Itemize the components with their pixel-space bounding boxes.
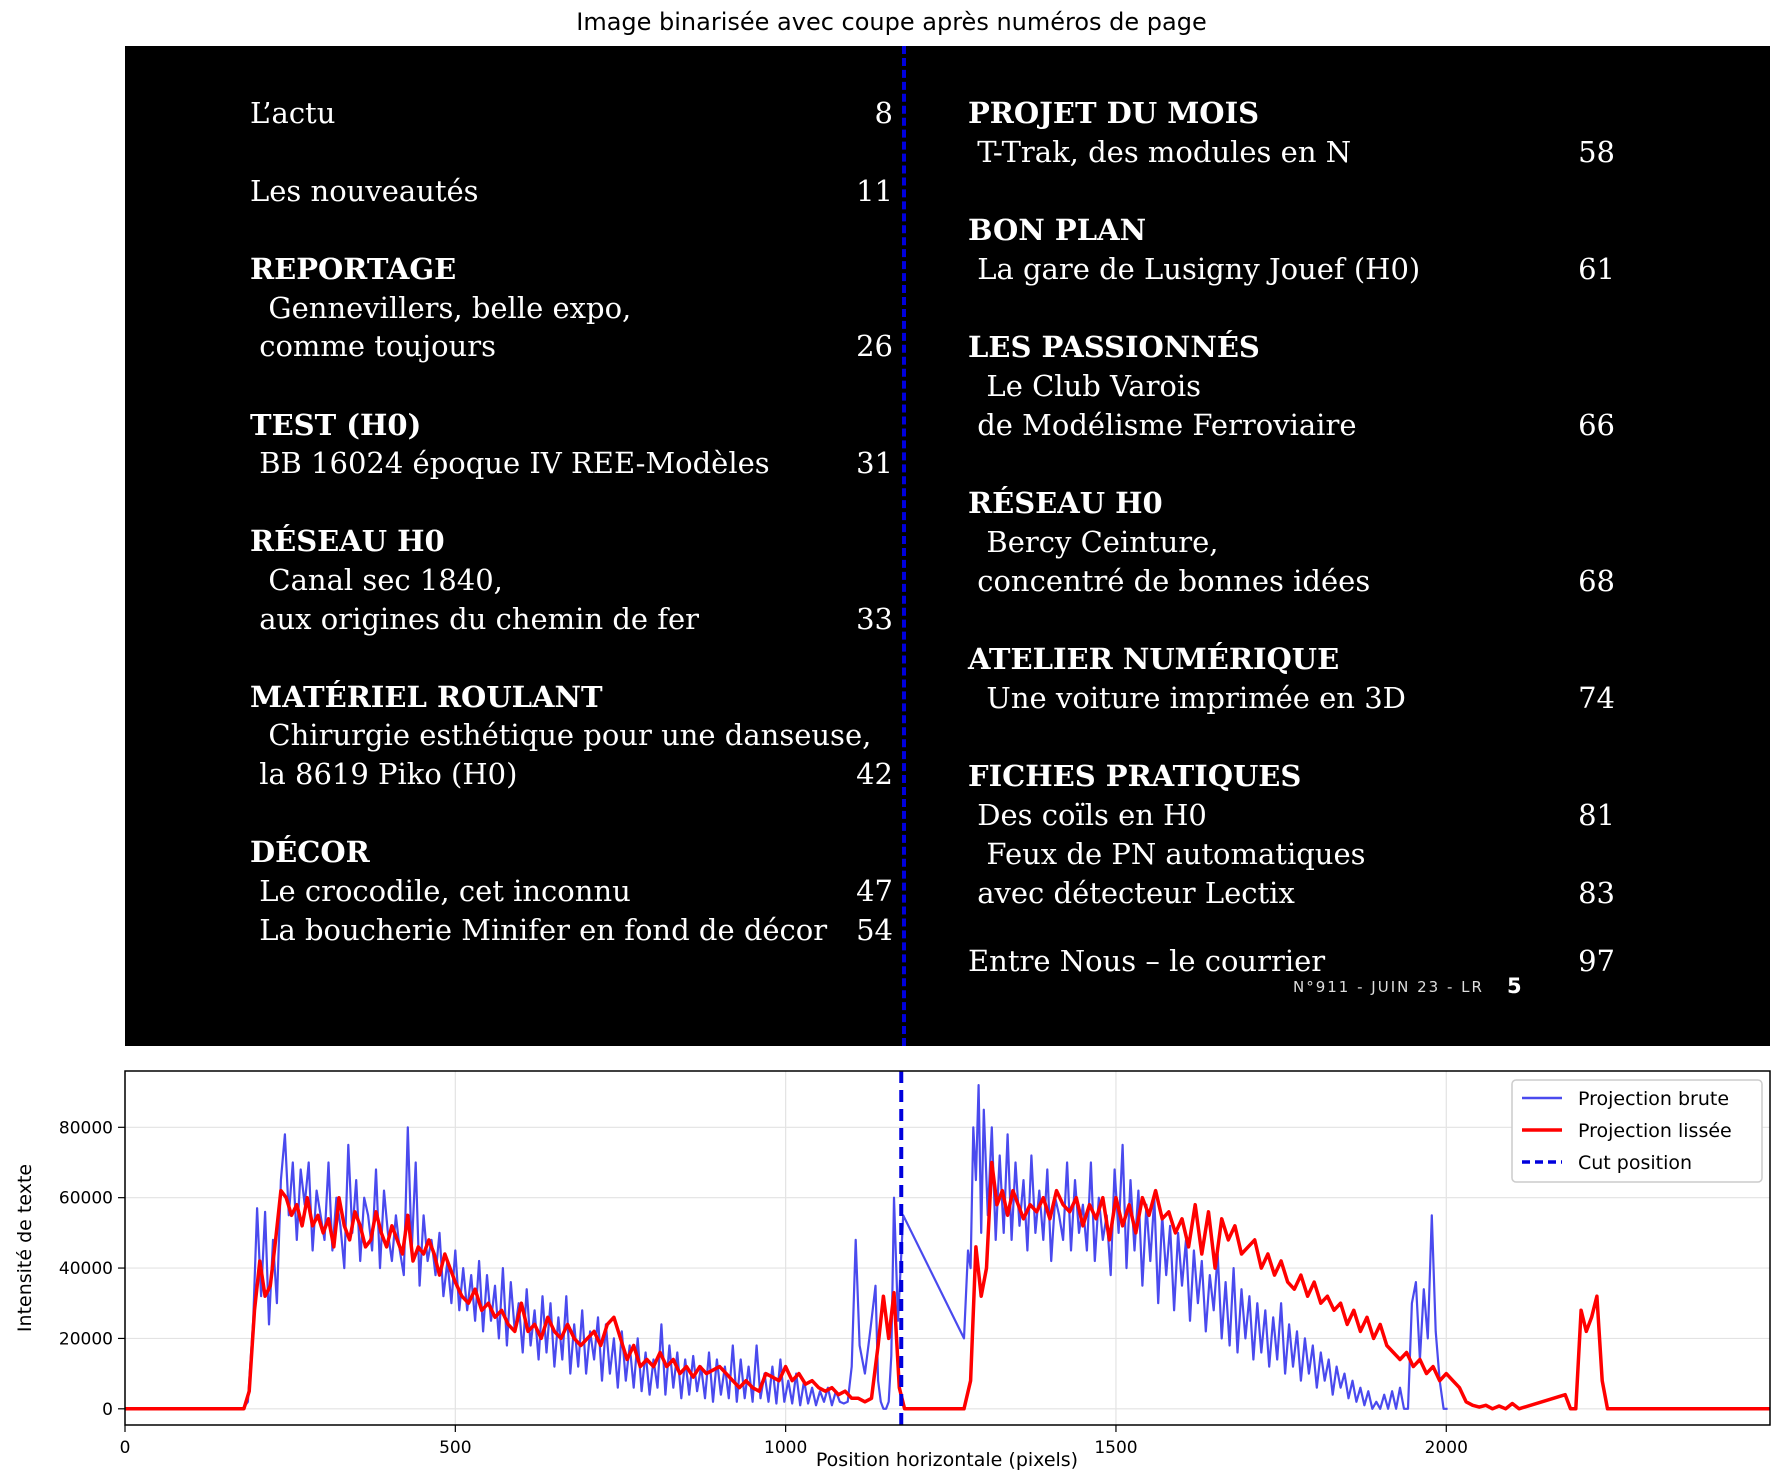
toc-entry-text: T-Trak, des modules en N bbox=[968, 135, 1352, 169]
toc-page-number: 54 bbox=[856, 913, 893, 947]
x-tick-label: 1000 bbox=[764, 1438, 808, 1458]
x-tick-label: 1500 bbox=[1094, 1438, 1138, 1458]
toc-section-heading: FICHES PRATIQUES bbox=[968, 759, 1302, 793]
y-tick-label: 40000 bbox=[58, 1259, 113, 1280]
legend-label-smooth: Projection lissée bbox=[1578, 1120, 1732, 1142]
y-tick-label: 60000 bbox=[58, 1188, 113, 1209]
toc-entry-text: Canal sec 1840, bbox=[250, 563, 503, 597]
toc-section-heading: MATÉRIEL ROULANT bbox=[250, 680, 603, 714]
toc-page-number: 8 bbox=[874, 96, 893, 130]
toc-entry-text: Feux de PN automatiques bbox=[968, 837, 1366, 871]
toc-entry-text: Des coïls en H0 bbox=[968, 798, 1207, 832]
toc-section-heading: TEST (H0) bbox=[250, 408, 422, 442]
toc-page-number: 66 bbox=[1578, 408, 1615, 442]
toc-entry-text: comme toujours bbox=[250, 329, 496, 363]
toc-entry-text: la 8619 Piko (H0) bbox=[250, 757, 518, 791]
toc-entry-text: L’actu bbox=[250, 96, 336, 130]
toc-entry-text: BB 16024 époque IV REE-Modèles bbox=[250, 446, 770, 480]
toc-entry-text: Le Club Varois bbox=[968, 369, 1202, 403]
x-axis-ticks bbox=[120, 1425, 1468, 1458]
toc-entry-text: aux origines du chemin de fer bbox=[250, 602, 700, 636]
figure-title: Image binarisée avec coupe après numéros de page bbox=[576, 8, 1207, 36]
legend bbox=[1512, 1080, 1762, 1182]
toc-section-heading: BON PLAN bbox=[968, 213, 1147, 247]
toc-section-heading: DÉCOR bbox=[250, 835, 370, 869]
toc-entry-text: concentré de bonnes idées bbox=[968, 564, 1371, 598]
toc-section-heading: ATELIER NUMÉRIQUE bbox=[968, 642, 1340, 676]
legend-label-raw: Projection brute bbox=[1578, 1088, 1730, 1110]
toc-entry-text: Chirurgie esthétique pour une danseuse, bbox=[250, 718, 872, 752]
toc-section-heading: RÉSEAU H0 bbox=[250, 524, 445, 558]
toc-entry-text: avec détecteur Lectix bbox=[968, 876, 1295, 910]
toc-section-heading: RÉSEAU H0 bbox=[968, 486, 1163, 520]
toc-page-number: 42 bbox=[856, 757, 893, 791]
y-axis-ticks bbox=[59, 1118, 125, 1420]
toc-section-heading: PROJET DU MOIS bbox=[968, 96, 1260, 130]
page-footer-text: N°911 - JUIN 23 - LR bbox=[1293, 978, 1484, 996]
toc-entry-text: Entre Nous – le courrier bbox=[968, 944, 1326, 978]
toc-page-number: 81 bbox=[1578, 798, 1615, 832]
toc-page-number: 83 bbox=[1578, 876, 1615, 910]
x-axis-label: Position horizontale (pixels) bbox=[815, 1449, 1079, 1471]
toc-entry-text: de Modélisme Ferroviaire bbox=[968, 408, 1357, 442]
toc-entry-text: Une voiture imprimée en 3D bbox=[968, 681, 1406, 715]
toc-page-number: 11 bbox=[856, 174, 893, 208]
y-tick-label: 0 bbox=[102, 1399, 113, 1420]
toc-entry-text: La gare de Lusigny Jouef (H0) bbox=[968, 252, 1421, 286]
toc-page-number: 74 bbox=[1578, 681, 1615, 715]
toc-page-number: 33 bbox=[856, 602, 893, 636]
legend-label-cut: Cut position bbox=[1578, 1152, 1693, 1174]
y-tick-label: 20000 bbox=[58, 1329, 113, 1350]
y-tick-label: 80000 bbox=[58, 1118, 113, 1139]
toc-entry-text: Les nouveautés bbox=[250, 174, 479, 208]
toc-entry-text: Bercy Ceinture, bbox=[968, 525, 1219, 559]
toc-page-number: 61 bbox=[1578, 252, 1615, 286]
toc-page-number: 26 bbox=[856, 329, 893, 363]
x-tick-label: 2000 bbox=[1424, 1438, 1468, 1458]
toc-entry-text: Le crocodile, cet inconnu bbox=[250, 874, 631, 908]
toc-page-number: 47 bbox=[856, 874, 893, 908]
toc-section-heading: LES PASSIONNÉS bbox=[968, 330, 1260, 364]
toc-section-heading: REPORTAGE bbox=[250, 252, 457, 286]
toc-page-number: 31 bbox=[856, 446, 893, 480]
toc-entry-text: Gennevillers, belle expo, bbox=[250, 291, 632, 325]
x-tick-label: 0 bbox=[119, 1438, 131, 1458]
y-axis-label: Intensité de texte bbox=[14, 1163, 36, 1333]
toc-page-number: 97 bbox=[1578, 944, 1615, 978]
toc-page-number: 58 bbox=[1578, 135, 1615, 169]
toc-page-number: 68 bbox=[1578, 564, 1615, 598]
toc-entry-text: La boucherie Minifer en fond de décor bbox=[250, 913, 828, 947]
x-tick-label: 500 bbox=[439, 1438, 472, 1458]
page-number: 5 bbox=[1507, 974, 1522, 998]
